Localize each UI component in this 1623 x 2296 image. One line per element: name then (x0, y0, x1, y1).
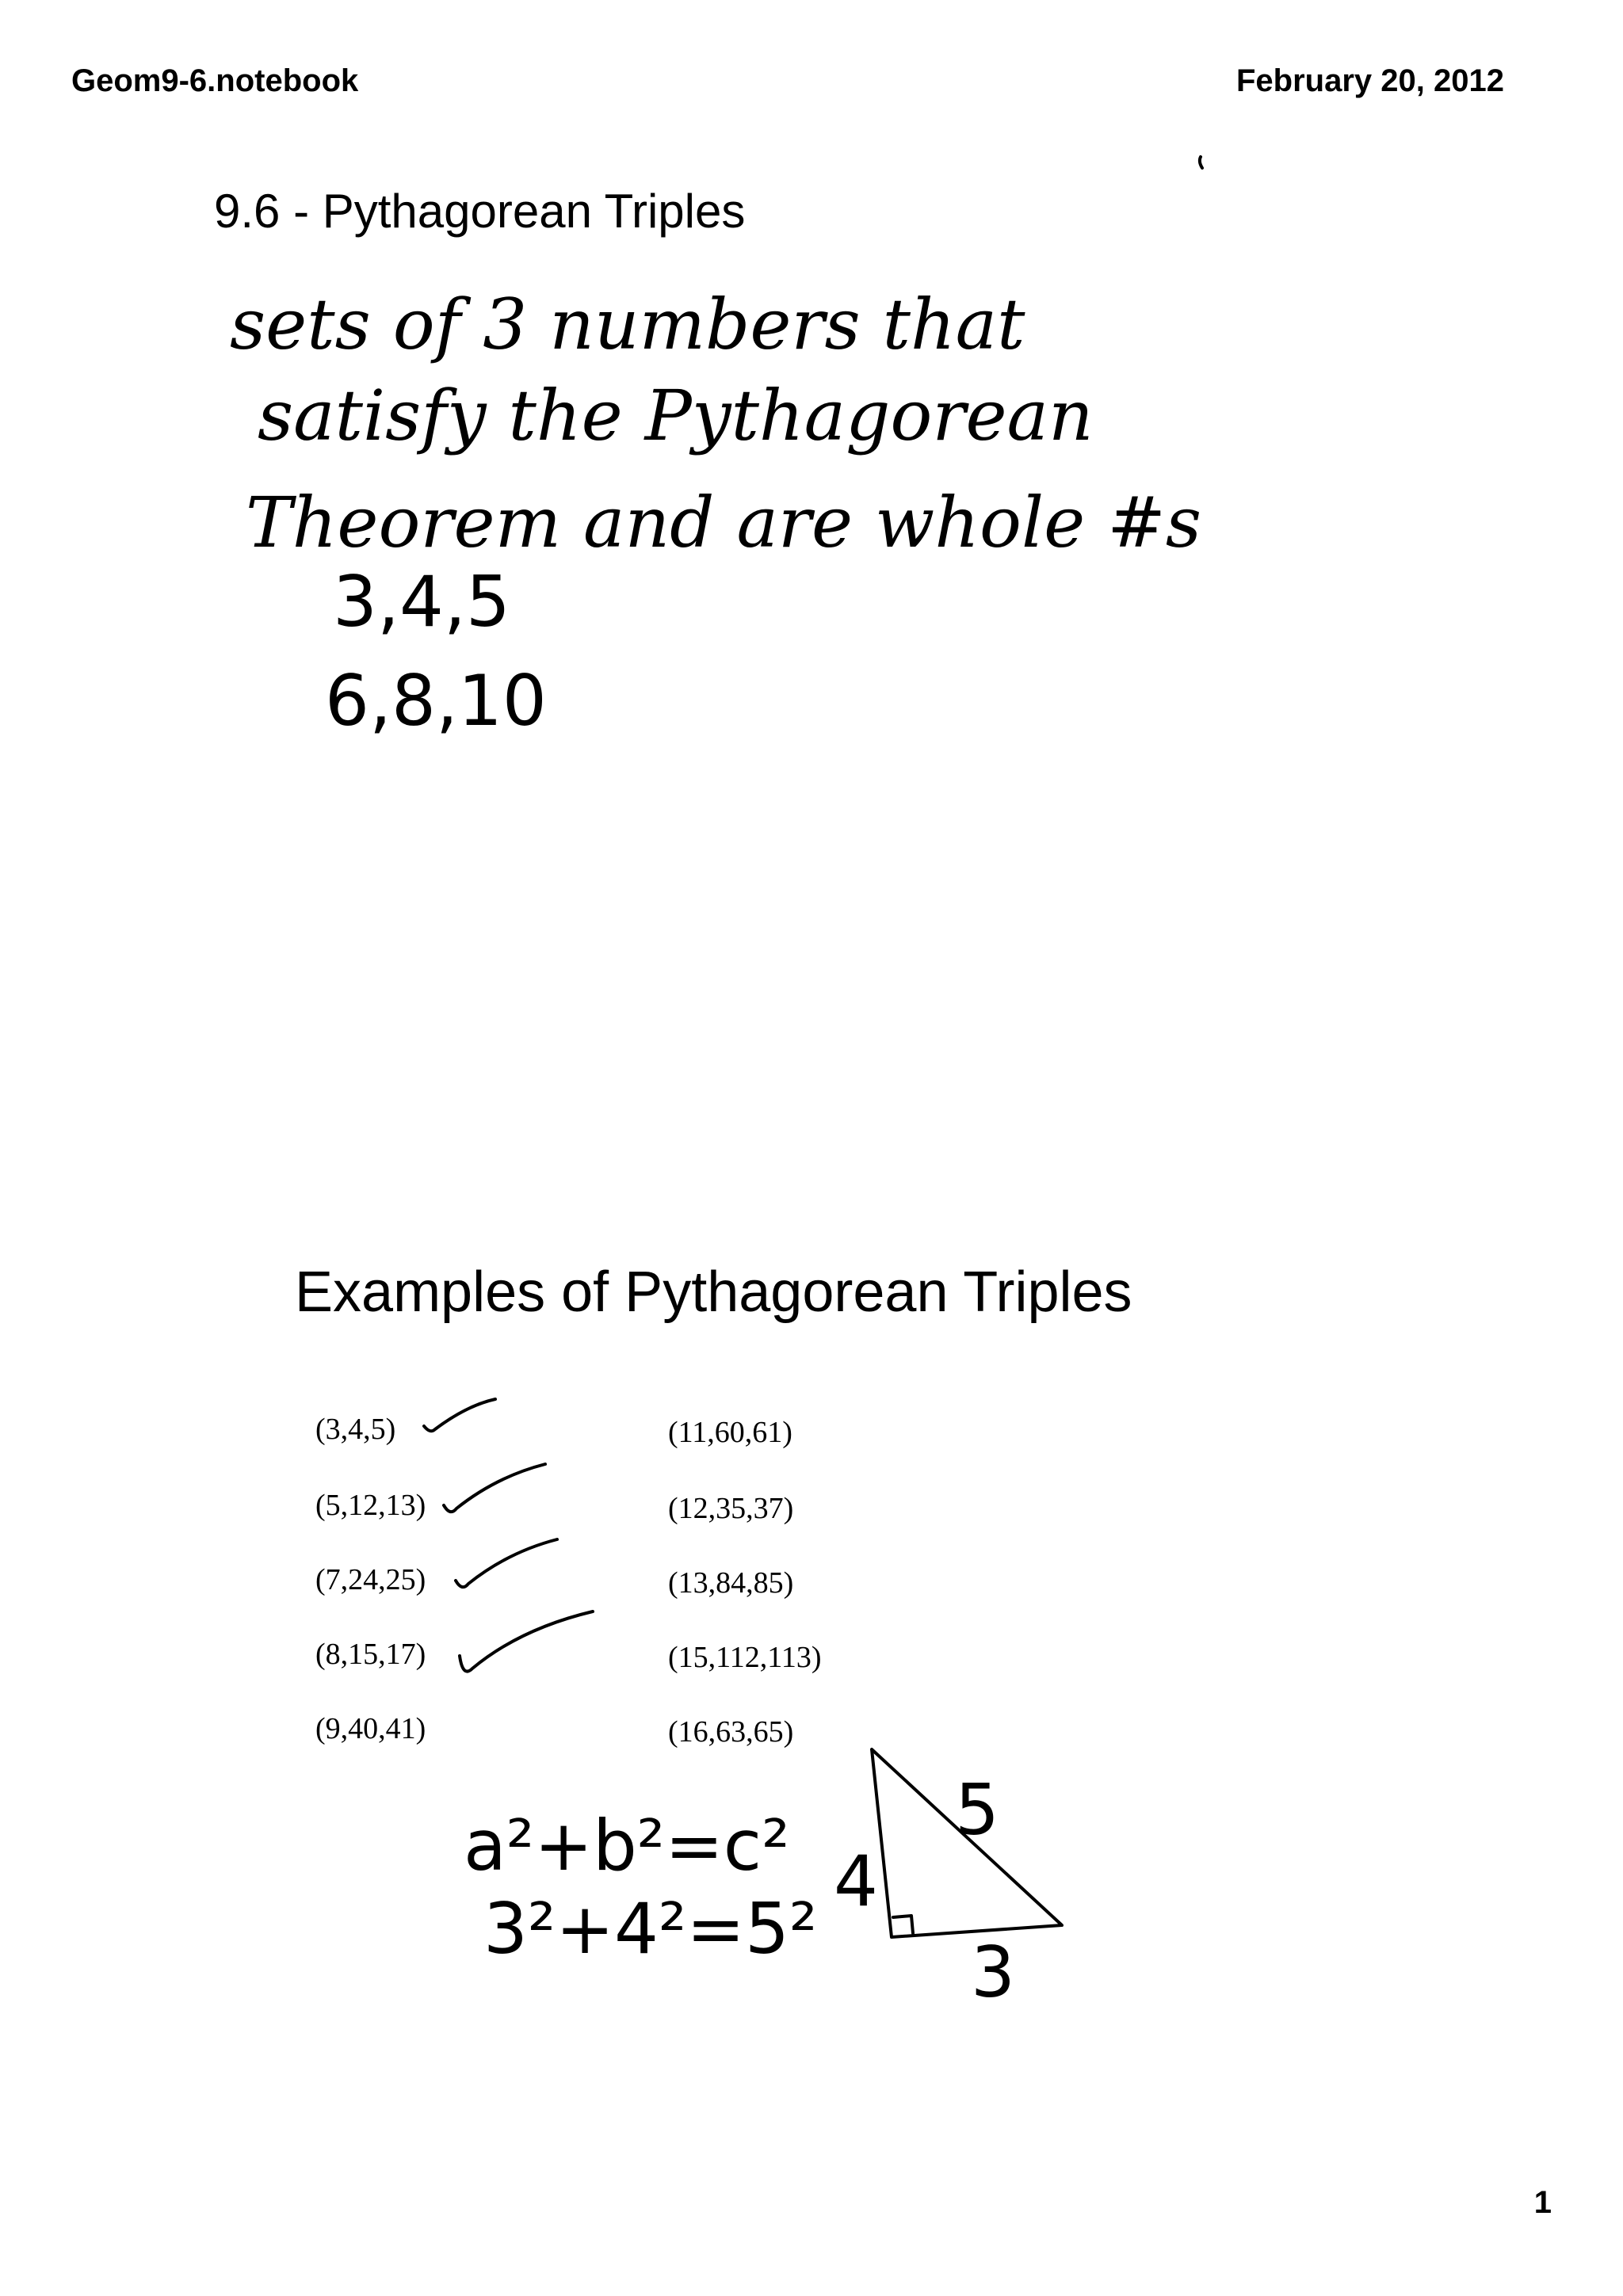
handwritten-example: 3²+4²=5² (483, 1888, 818, 1970)
triangle-label-horizontal-leg: 3 (971, 1932, 1015, 2013)
triangle-label-vertical-leg: 4 (834, 1840, 878, 1922)
triple-right-4: (15,112,113) (668, 1641, 822, 1674)
triple-left-3: (7,24,25) (315, 1563, 426, 1596)
stray-mark (1200, 157, 1202, 168)
triple-right-3: (13,84,85) (668, 1566, 794, 1600)
triple-left-5: (9,40,41) (315, 1712, 426, 1745)
notebook-filename: Geom9-6.notebook (71, 63, 359, 98)
check-mark-2 (444, 1464, 545, 1512)
handwritten-line-4: 3,4,5 (333, 561, 510, 643)
handwritten-line-2: satisfy the Pythagorean (258, 375, 1094, 456)
handwritten-line-3: Theorem and are whole #s (246, 482, 1202, 563)
triple-right-1: (11,60,61) (668, 1416, 792, 1449)
handwritten-line-1: sets of 3 numbers that (230, 284, 1025, 365)
page-number: 1 (1533, 2185, 1552, 2220)
check-mark-3 (456, 1539, 557, 1587)
section-title-examples: Examples of Pythagorean Triples (295, 1261, 1132, 1324)
triple-right-2: (12,35,37) (668, 1492, 794, 1525)
page-date: February 20, 2012 (1236, 63, 1504, 98)
check-mark-4 (460, 1611, 593, 1672)
handwritten-formula: a²+b²=c² (464, 1805, 790, 1886)
triple-left-1: (3,4,5) (315, 1413, 396, 1446)
check-mark-1 (424, 1399, 495, 1431)
triple-right-5: (16,63,65) (668, 1715, 794, 1749)
triple-left-4: (8,15,17) (315, 1638, 426, 1671)
right-angle-marker (893, 1916, 913, 1933)
triangle-label-hypotenuse: 5 (955, 1769, 999, 1851)
section-title-pythagorean-triples: 9.6 - Pythagorean Triples (214, 185, 746, 238)
handwritten-line-5: 6,8,10 (325, 660, 547, 742)
triple-left-2: (5,12,13) (315, 1489, 426, 1522)
